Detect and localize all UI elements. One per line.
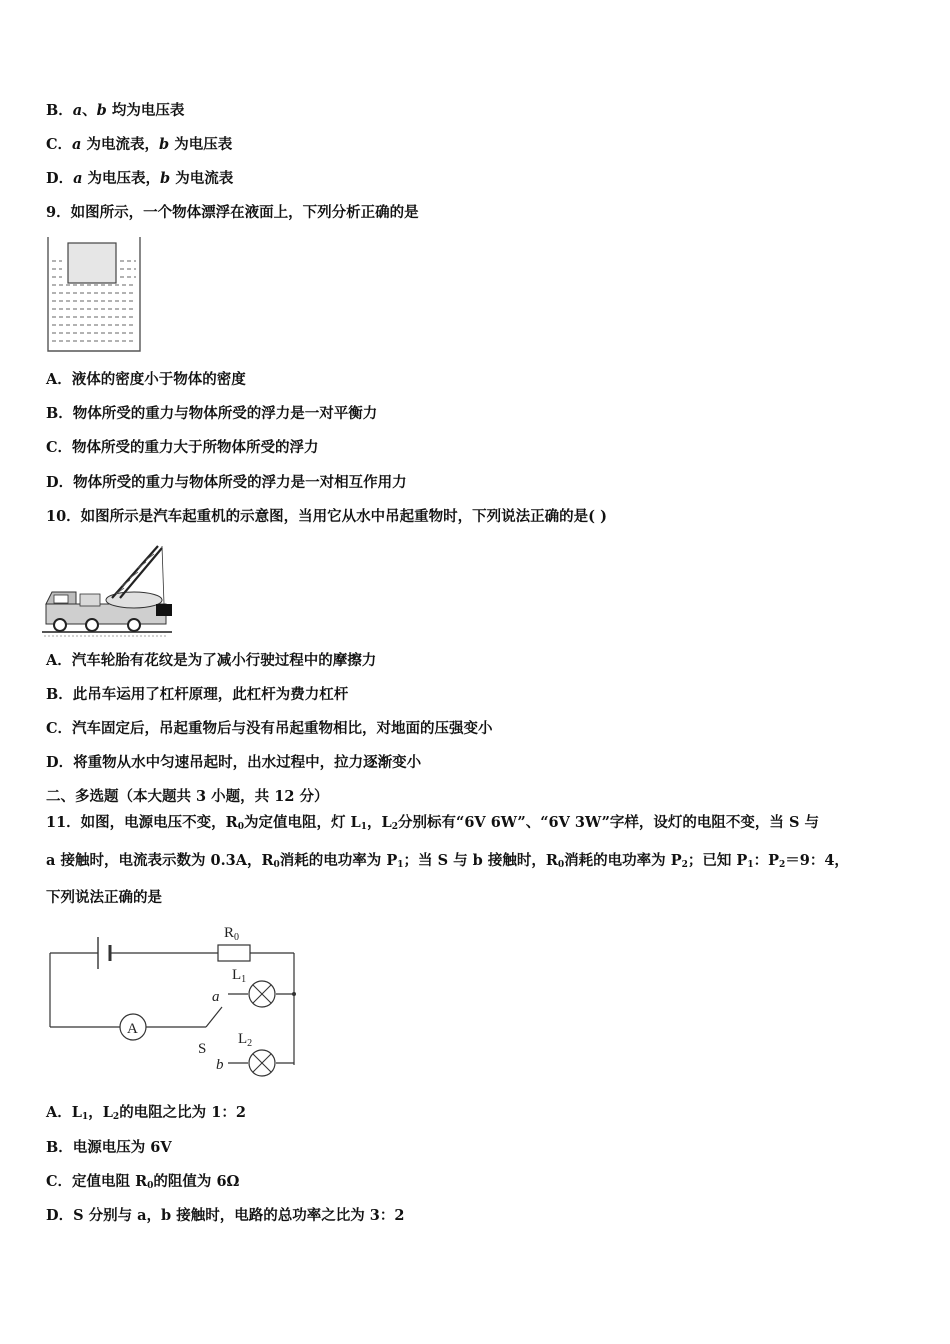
q11-option-c: C．定值电阻 $R_0$的阻值为 6Ω — [46, 1173, 240, 1191]
ammeter-icon — [120, 1014, 146, 1040]
junction-dot — [292, 992, 296, 996]
q11-stem-line2: a 接触时，电流表示数为 0.3A，$R_0$消耗的电功率为 $P_1$；当 S 与 b 接触时，$R_0$消耗的电功率为 $P_2$；已知 $P_1$：$P_2=9$：4， — [46, 852, 849, 870]
lamp-l2-icon — [249, 1050, 275, 1076]
q11-option-d: D．S 分别与 a，b 接触时，电路的总功率之比为 3：2 — [46, 1207, 405, 1224]
q9-stem: 9．如图所示，一个物体漂浮在液面上，下列分析正确的是 — [46, 204, 419, 221]
q8-option-c: C．a 为电流表，b 为电压表 — [46, 136, 233, 153]
circuit-diagram — [44, 915, 309, 1077]
l2-label: $L_2$ — [238, 1031, 253, 1049]
q10-option-b: B．此吊车运用了杠杆原理，此杠杆为费力杠杆 — [46, 686, 349, 703]
floating-object-figure — [44, 235, 144, 355]
q9-option-c: C．物体所受的重力大于所物体所受的浮力 — [46, 439, 319, 456]
q10-option-a: A．汽车轮胎有花纹是为了减小行驶过程中的摩擦力 — [46, 652, 377, 669]
q11-option-a: A．$L_1$，$L_2$的电阻之比为 1：2 — [46, 1104, 246, 1122]
floating-block — [68, 243, 116, 283]
q10-option-d: D．将重物从水中匀速吊起时，出水过程中，拉力逐渐变小 — [46, 754, 422, 771]
crane-truck-figure — [42, 536, 177, 641]
q11-stem-line1: 11．如图，电源电压不变，$R_0$为定值电阻，灯 $L_1$，$L_2$分别标有“6V 6W”、“6V 3W”字样，设灯的电阻不变，当 S 与 — [46, 814, 819, 832]
switch-s-label: S — [198, 1041, 207, 1057]
l1-label: $L_1$ — [232, 967, 247, 985]
resistor-r0 — [218, 945, 250, 961]
terminal-a-label: a — [212, 989, 220, 1005]
r0-label: $R_0$ — [224, 925, 240, 943]
lamp-l1-icon — [249, 981, 275, 1007]
svg-text:A: A — [127, 1021, 138, 1037]
q11-option-b: B．电源电压为 6V — [46, 1139, 172, 1156]
q9-option-b: B．物体所受的重力与物体所受的浮力是一对平衡力 — [46, 405, 378, 422]
q10-option-c: C．汽车固定后，吊起重物后与没有吊起重物相比，对地面的压强变小 — [46, 720, 493, 737]
terminal-b-label: b — [216, 1057, 224, 1073]
q9-option-d: D．物体所受的重力与物体所受的浮力是一对相互作用力 — [46, 474, 407, 491]
q8-option-b: B．a、b 均为电压表 — [46, 102, 185, 119]
q11-stem-line3: 下列说法正确的是 — [46, 889, 162, 906]
q8-option-d: D．a 为电压表，b 为电流表 — [46, 170, 234, 187]
battery-icon — [98, 937, 110, 969]
section-2-title: 二、多选题（本大题共 3 小题，共 12 分） — [46, 788, 329, 805]
q9-option-a: A．液体的密度小于物体的密度 — [46, 371, 246, 388]
q10-stem: 10．如图所示是汽车起重机的示意图，当用它从水中吊起重物时，下列说法正确的是( ) — [46, 508, 607, 525]
